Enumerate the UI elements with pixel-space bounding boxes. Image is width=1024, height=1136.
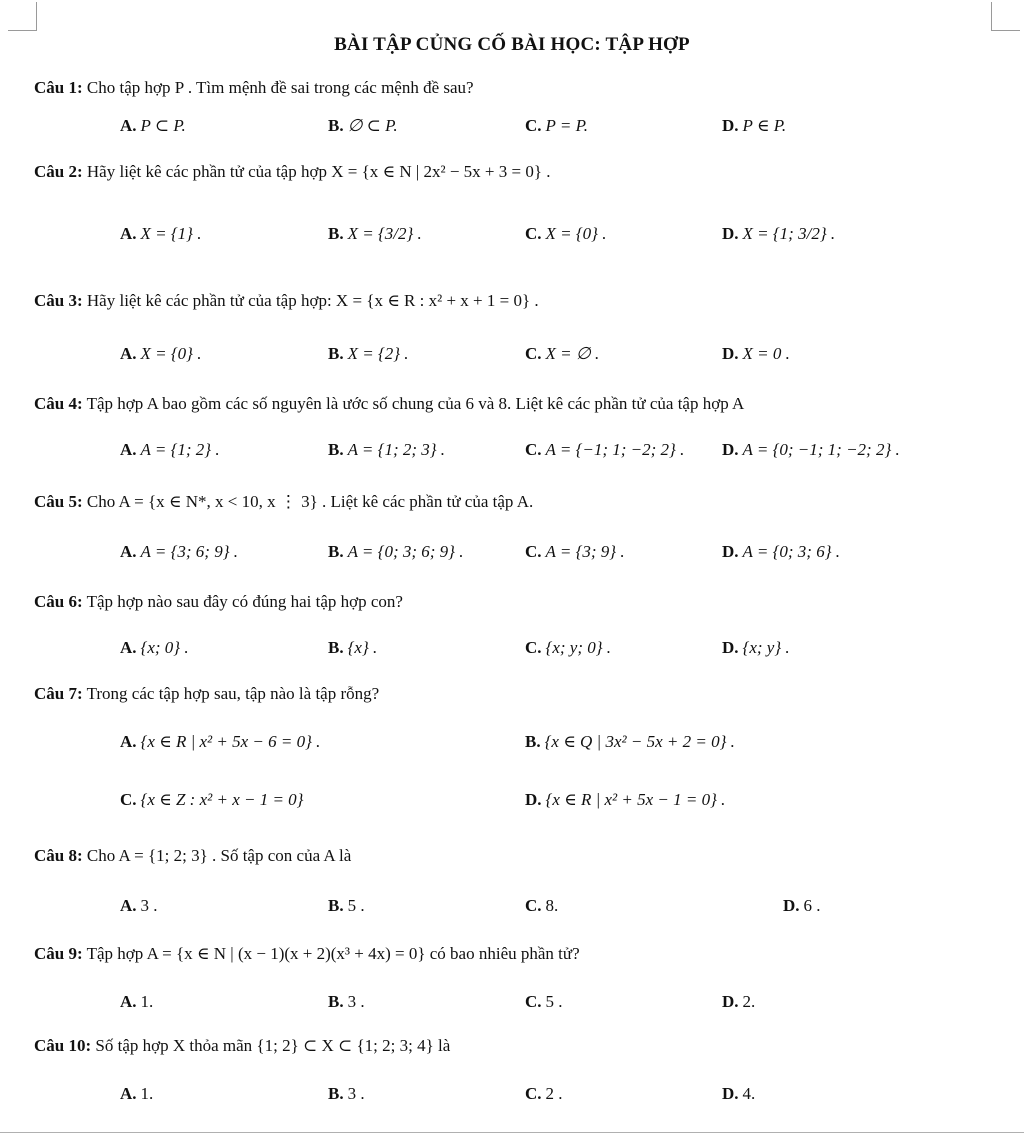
question-label: Câu 1: [34,78,83,97]
option-text: X = {2} . [347,344,409,363]
question-9 [34,944,1004,964]
option-letter: B. [328,1084,344,1103]
option-text: X = ∅ . [545,344,600,363]
option-text: 5 . [545,992,563,1011]
question-6 [34,592,1004,612]
option-5a [120,542,238,562]
option-5d [722,542,840,562]
option-letter: B. [328,344,344,363]
question-text: Tập hợp A bao gồm các số nguyên là ước số chung của 6 và 8. Liệt kê các phần tử của tập hợp A [86,394,745,413]
option-2a [120,224,201,244]
option-6c [525,638,611,658]
option-letter: B. [328,440,344,459]
option-text: 2 . [545,1084,563,1103]
option-letter: D. [722,1084,739,1103]
option-3b [328,344,409,364]
option-text: 6 . [803,896,821,915]
option-letter: B. [525,732,541,751]
option-10b [328,1084,365,1104]
option-10a [120,1084,153,1104]
option-letter: C. [525,344,542,363]
question-3 [34,291,1004,311]
option-9a [120,992,153,1012]
question-label: Câu 10: [34,1036,92,1055]
option-text: 3 . [140,896,158,915]
option-text: A = {3; 9} . [545,542,625,561]
option-text: 3 . [347,1084,365,1103]
option-3d [722,344,790,364]
option-letter: C. [525,638,542,657]
option-letter: D. [722,224,739,243]
option-letter: A. [120,344,137,363]
option-3a [120,344,201,364]
option-letter: A. [120,1084,137,1103]
question-text: Cho A = {1; 2; 3} . Số tập con của A là [86,846,352,865]
question-text: Trong các tập hợp sau, tập nào là tập rỗng? [86,684,380,703]
option-letter: B. [328,992,344,1011]
page-title: BÀI TẬP CỦNG CỐ BÀI HỌC: TẬP HỢP [334,34,690,55]
option-letter: C. [525,224,542,243]
option-letter: C. [525,992,542,1011]
option-9c [525,992,563,1012]
option-4a [120,440,220,460]
option-letter: A. [120,992,137,1011]
option-1a [120,116,186,136]
question-label: Câu 9: [34,944,83,963]
option-7a [120,732,320,752]
question-label: Câu 8: [34,846,83,865]
option-7b [525,732,735,752]
option-text: X = {3/2} . [347,224,422,243]
option-text: A = {1; 2; 3} . [347,440,446,459]
option-8d [783,896,821,916]
option-text: 1. [140,1084,154,1103]
option-text: {x} . [347,638,378,657]
question-1 [34,78,1004,98]
option-letter: D. [722,638,739,657]
question-text: Hãy liệt kê các phần tử của tập hợp X = {x ∈ N | 2x² − 5x + 3 = 0} . [86,162,551,181]
question-text: Số tập hợp X thỏa mãn {1; 2} ⊂ X ⊂ {1; 2; 3; 4} là [95,1036,451,1055]
option-letter: B. [328,896,344,915]
option-text: {x; 0} . [140,638,189,657]
option-letter: C. [525,896,542,915]
question-text: Tập hợp nào sau đây có đúng hai tập hợp con? [86,592,403,611]
option-letter: D. [722,440,739,459]
option-letter: A. [120,440,137,459]
option-letter: A. [120,224,137,243]
question-10 [34,1036,1004,1056]
option-text: {x; y} . [742,638,790,657]
option-1d [722,116,786,136]
option-letter: D. [525,790,542,809]
option-letter: C. [120,790,137,809]
option-text: A = {0; 3; 6} . [742,542,840,561]
option-letter: D. [722,344,739,363]
question-8 [34,846,1004,866]
option-4d [722,440,900,460]
option-8a [120,896,158,916]
option-text: {x; y; 0} . [545,638,612,657]
option-letter: A. [120,732,137,751]
option-text: X = 0 . [742,344,790,363]
option-6a [120,638,189,658]
option-9b [328,992,365,1012]
option-text: {x ∈ R | x² + 5x − 1 = 0} . [545,790,726,809]
option-text: P ∈ P. [742,116,787,135]
option-text: 5 . [347,896,365,915]
option-7c [120,790,303,810]
option-1b [328,116,398,136]
question-4 [34,394,1004,414]
question-text: Tập hợp A = {x ∈ N | (x − 1)(x + 2)(x³ + 4x) = 0} có bao nhiêu phần tử? [86,944,580,963]
option-text: 1. [140,992,154,1011]
option-text: {x ∈ Q | 3x² − 5x + 2 = 0} . [544,732,735,751]
option-text: P = P. [545,116,589,135]
option-9d [722,992,755,1012]
option-letter: A. [120,542,137,561]
page-corner-mark-top-left [8,2,37,31]
option-5b [328,542,463,562]
option-10c [525,1084,563,1104]
option-letter: C. [525,440,542,459]
option-letter: B. [328,224,344,243]
option-text: {x ∈ R | x² + 5x − 6 = 0} . [140,732,321,751]
option-6d [722,638,790,658]
option-text: A = {0; 3; 6; 9} . [347,542,464,561]
option-text: 8. [545,896,559,915]
option-10d [722,1084,755,1104]
question-7 [34,684,1004,704]
option-text: 4. [742,1084,756,1103]
page-bottom-border [0,1132,1024,1133]
option-text: ∅ ⊂ P. [347,116,398,135]
question-label: Câu 2: [34,162,83,181]
option-6b [328,638,377,658]
option-letter: D. [722,542,739,561]
option-text: X = {0} . [140,344,202,363]
option-letter: C. [525,116,542,135]
option-letter: C. [525,1084,542,1103]
option-text: {x ∈ Z : x² + x − 1 = 0} [140,790,304,809]
option-text: P ⊂ P. [140,116,186,135]
option-text: A = {1; 2} . [140,440,220,459]
option-4c [525,440,684,460]
question-label: Câu 5: [34,492,83,511]
question-label: Câu 6: [34,592,83,611]
option-text: A = {0; −1; 1; −2; 2} . [742,440,900,459]
option-letter: A. [120,896,137,915]
option-letter: C. [525,542,542,561]
option-8c [525,896,558,916]
option-letter: D. [783,896,800,915]
question-label: Câu 4: [34,394,83,413]
option-7d [525,790,725,810]
option-text: X = {1; 3/2} . [742,224,836,243]
question-text: Cho tập hợp P . Tìm mệnh đề sai trong các mệnh đề sau? [86,78,474,97]
option-2b [328,224,422,244]
option-letter: A. [120,638,137,657]
option-letter: B. [328,638,344,657]
question-label: Câu 3: [34,291,83,310]
option-letter: A. [120,116,137,135]
option-4b [328,440,445,460]
option-text: 3 . [347,992,365,1011]
option-1c [525,116,588,136]
question-text: Hãy liệt kê các phần tử của tập hợp: X = {x ∈ R : x² + x + 1 = 0} . [86,291,539,310]
option-3c [525,344,599,364]
option-5c [525,542,625,562]
option-text: A = {−1; 1; −2; 2} . [545,440,685,459]
option-letter: D. [722,992,739,1011]
option-text: 2. [742,992,756,1011]
option-text: X = {1} . [140,224,202,243]
question-text: Cho A = {x ∈ N*, x < 10, x ⋮ 3} . Liệt kê các phần tử của tập A. [86,492,534,511]
option-2d [722,224,835,244]
option-text: A = {3; 6; 9} . [140,542,238,561]
option-letter: B. [328,542,344,561]
option-letter: D. [722,116,739,135]
question-5 [34,492,1004,512]
question-label: Câu 7: [34,684,83,703]
page-corner-mark-top-right [991,2,1020,31]
option-8b [328,896,365,916]
option-2c [525,224,606,244]
option-text: X = {0} . [545,224,607,243]
option-letter: B. [328,116,344,135]
question-2 [34,162,1004,182]
